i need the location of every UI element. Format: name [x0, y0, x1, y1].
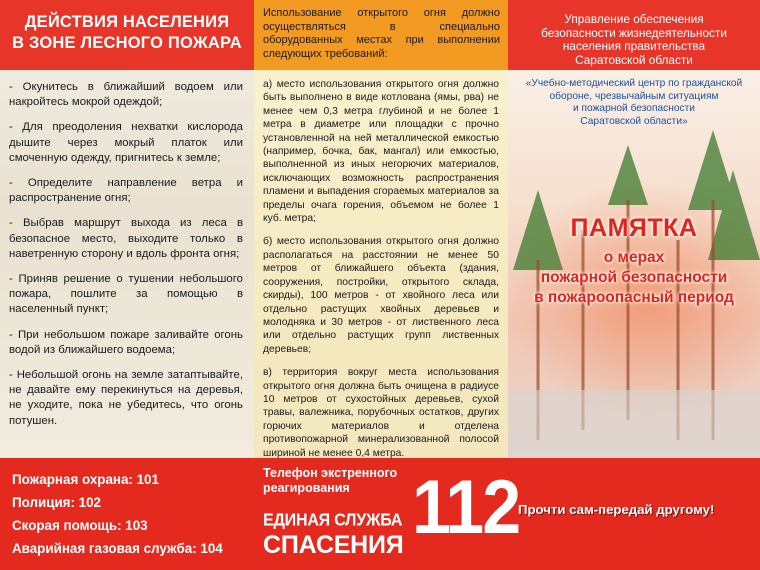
- requirements-heading: Использование открытого огня должно осуществляться в специально оборудованных местах при выполнении следующих требований:: [254, 0, 508, 70]
- cover-panel: [508, 0, 760, 458]
- phone-police: Полиция: 102: [12, 495, 102, 510]
- action-item: - Окунитесь в ближайший водоем или накройтесь мокрой одеждой;: [9, 81, 243, 109]
- phone-list: [12, 468, 223, 560]
- action-item: - При небольшом пожаре заливайте огонь водой из ближайшего водоема;: [9, 328, 243, 356]
- requirements-list: [254, 70, 508, 458]
- slogan: Прочти сам-передай другому!: [518, 502, 715, 517]
- action-item: - Для преодоления нехватки кислорода дышите через мокрый платок или смоченную одежду, пригнитесь к земле;: [9, 121, 243, 164]
- left-heading: ДЕЙСТВИЯ НАСЕЛЕНИЯ В ЗОНЕ ЛЕСНОГО ПОЖАРА: [0, 0, 254, 70]
- training-center-name: «Учебно-методический центр по гражданской обороне, чрезвычайным ситуациям и пожарной безопасности Саратовской области»: [525, 78, 743, 127]
- memo-subtitle: о мерах пожарной безопасности в пожароопасный период: [534, 249, 734, 306]
- memo-title: ПАМЯТКА: [570, 214, 698, 242]
- actions-list: [0, 70, 254, 429]
- requirement-item: в) территория вокруг места использования открытого огня должна быть очищена в радиусе 10 метров от сухостойных деревьев, сухой травы, валежника, порубочных остатков, других горючих материалов и отделена противопожарной минерализованной полосой шириной не менее 0,4 метра.: [263, 367, 499, 458]
- agency-heading: Управление обеспечения безопасности жизнедеятельности населения правительства Саратовской области: [508, 0, 760, 70]
- emergency-number: 112: [412, 465, 520, 550]
- phone-fire: Пожарная охрана: 101: [12, 472, 159, 487]
- phone-ambulance: Скорая помощь: 103: [12, 518, 148, 533]
- requirement-item: а) место использования открытого огня должно быть выполнено в виде котлована (ямы, рва) не менее чем 0,3 метра глубиной и не более 1 метра в диаметре или площадки с прочно установленной на ней металлической емкостью (например, бочка, бак, мангал) или емкостью, выполненной из иных негорючих материалов, исключающих возможность распространения пламени и выпадения сгораемых материалов за пределы очага горения, объемом не более 1 куб. метра;: [263, 79, 499, 225]
- left-panel: [0, 0, 254, 458]
- phone-gas: Аварийная газовая служба: 104: [12, 541, 223, 556]
- emergency-phone-label: Телефон экстренного реагирования: [263, 466, 398, 495]
- action-item: - Приняв решение о тушении небольшого пожара, пошлите за помощью в населенный пункт;: [9, 273, 243, 316]
- action-item: - Определите направление ветра и распространение огня;: [9, 177, 243, 205]
- rescue-service-name: ЕДИНАЯ СЛУЖБА СПАСЕНИЯ: [263, 511, 404, 559]
- emergency-footer: [0, 458, 760, 570]
- action-item: - Небольшой огонь на земле затаптывайте, не давайте ему перекинуться на деревья, не уходите, пока не убедитесь, что огонь потушен.: [9, 369, 243, 427]
- action-item: - Выбрав маршрут выхода из леса в безопасное место, выходите только в наветренную сторону и вдоль фронта огня;: [9, 217, 243, 260]
- middle-panel: [254, 0, 508, 458]
- requirement-item: б) место использования открытого огня должно располагаться на расстоянии не менее 50 метров от ближайшего объекта (здания, сооружения, постройки, открытого склада, скирды), 100 метров - от хвойного леса или отдельно растущих хвойных деревьев и молодняка и 30 метров - от лиственного леса или отдельно растущих групп лиственных деревьев;: [263, 236, 499, 355]
